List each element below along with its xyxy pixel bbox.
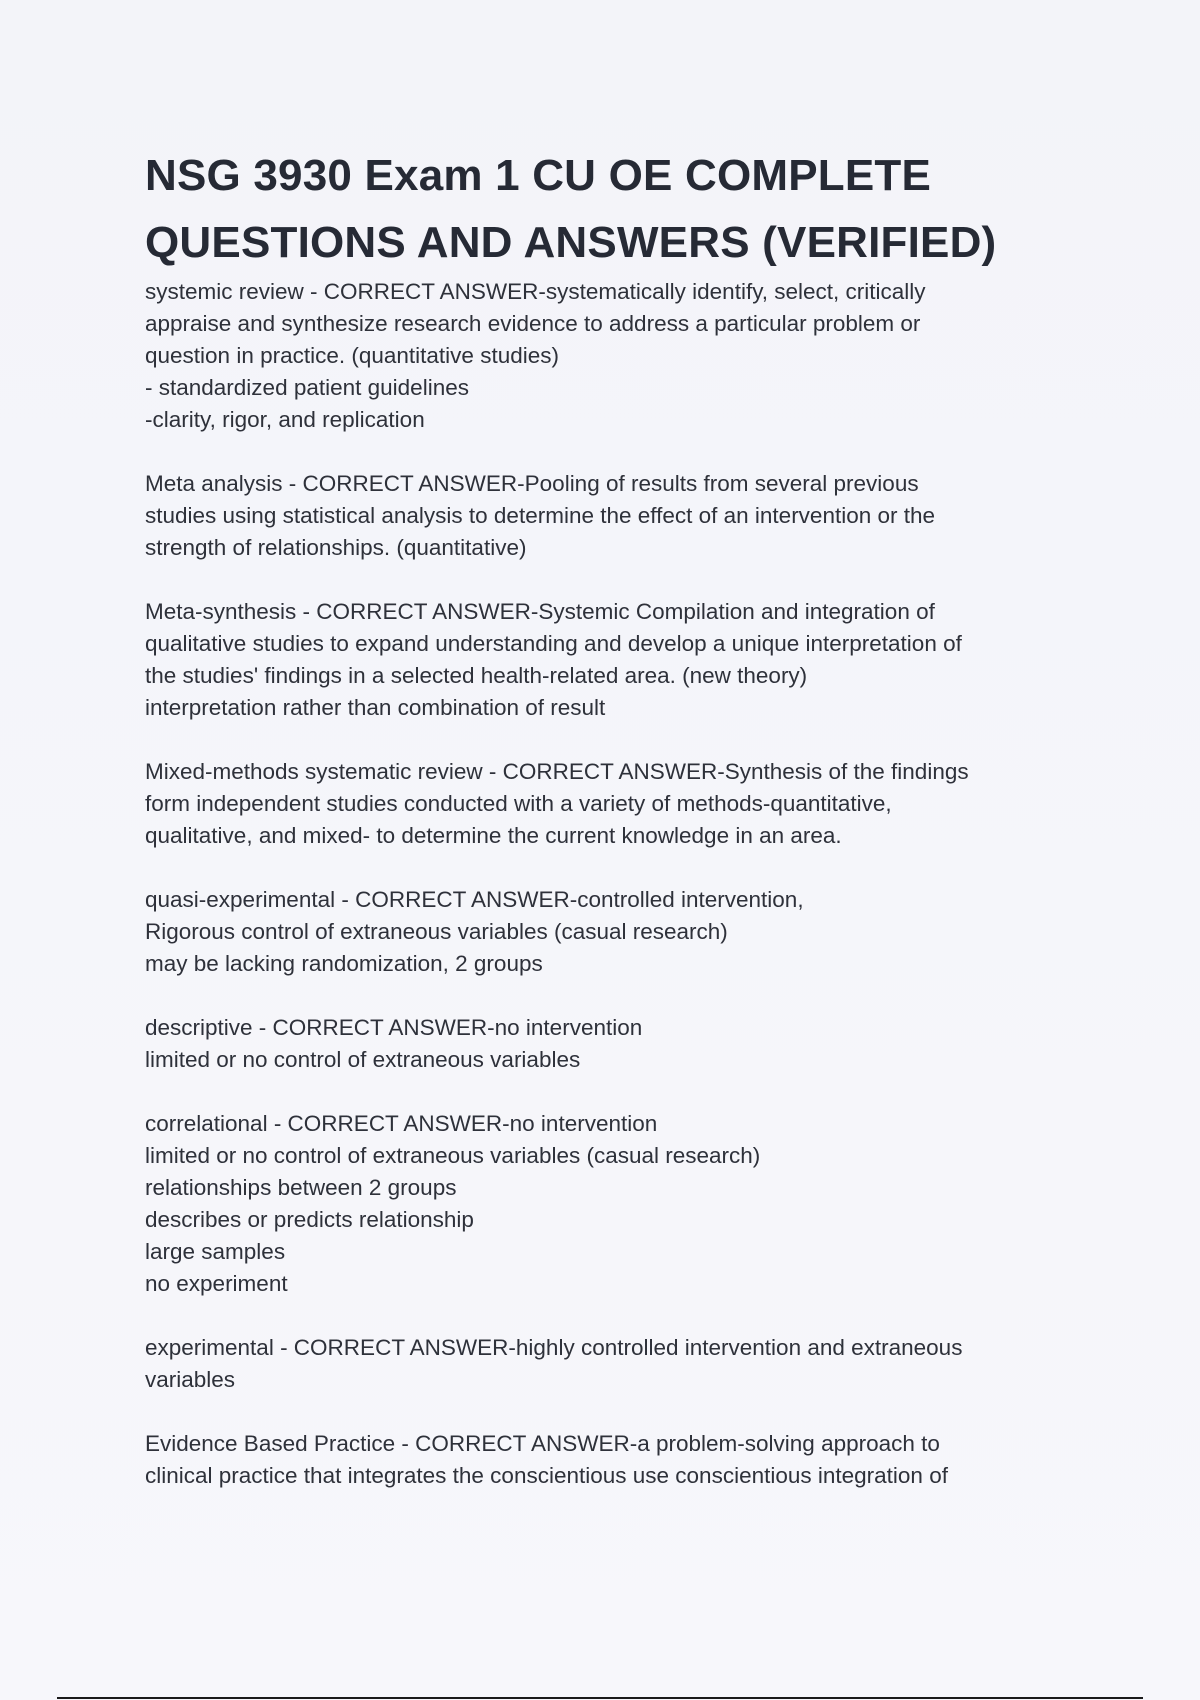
qa-entry-quasi-experimental xyxy=(145,884,1045,980)
qa-entry-line: Meta-synthesis - CORRECT ANSWER-Systemic Compilation and integration of xyxy=(145,599,935,624)
qa-entry-line: question in practice. (quantitative studies) xyxy=(145,343,559,368)
qa-entry-line: -clarity, rigor, and replication xyxy=(145,407,425,432)
qa-entry-line: studies using statistical analysis to determine the effect of an intervention or the xyxy=(145,503,936,528)
qa-entry-list xyxy=(145,276,1045,1492)
qa-entry-line: Meta analysis - CORRECT ANSWER-Pooling of results from several previous xyxy=(145,471,919,496)
qa-entry-line: large samples xyxy=(145,1239,286,1264)
qa-entry-line: Mixed-methods systematic review - CORRECT ANSWER-Synthesis of the findings xyxy=(145,759,969,784)
qa-entry-meta-synthesis xyxy=(145,596,1045,724)
qa-entry-line: describes or predicts relationship xyxy=(145,1207,474,1232)
qa-entry-meta-analysis xyxy=(145,468,1045,564)
qa-entry-line: quasi-experimental - CORRECT ANSWER-controlled intervention, xyxy=(145,887,804,912)
document-content xyxy=(145,142,1045,1524)
qa-entry-line: form independent studies conducted with a variety of methods-quantitative, xyxy=(145,791,892,816)
qa-entry-line: variables xyxy=(145,1367,236,1392)
qa-entry-correlational xyxy=(145,1108,1045,1300)
qa-entry-line: the studies' findings in a selected health-related area. (new theory) xyxy=(145,663,808,688)
document-title-line: NSG 3930 Exam 1 CU OE COMPLETE xyxy=(145,151,932,200)
qa-entry-line: Evidence Based Practice - CORRECT ANSWER-a problem-solving approach to xyxy=(145,1431,940,1456)
qa-entry-evidence-based-practice xyxy=(145,1428,1045,1492)
qa-entry-line: Rigorous control of extraneous variables (casual research) xyxy=(145,919,728,944)
page-bottom-divider xyxy=(57,1697,1143,1699)
qa-entry-line: qualitative studies to expand understanding and develop a unique interpretation of xyxy=(145,631,962,656)
document-title-line: QUESTIONS AND ANSWERS (VERIFIED) xyxy=(145,218,997,267)
qa-entry-line: descriptive - CORRECT ANSWER-no intervention xyxy=(145,1015,643,1040)
qa-entry-line: may be lacking randomization, 2 groups xyxy=(145,951,543,976)
document-title xyxy=(145,142,1045,276)
qa-entry-line: appraise and synthesize research evidence to address a particular problem or xyxy=(145,311,921,336)
qa-entry-line: systemic review - CORRECT ANSWER-systematically identify, select, critically xyxy=(145,279,926,304)
qa-entry-line: interpretation rather than combination of result xyxy=(145,695,606,720)
qa-entry-systemic-review xyxy=(145,276,1045,436)
qa-entry-line: experimental - CORRECT ANSWER-highly controlled intervention and extraneous xyxy=(145,1335,963,1360)
qa-entry-line: clinical practice that integrates the conscientious use conscientious integration of xyxy=(145,1463,948,1488)
qa-entry-mixed-methods xyxy=(145,756,1045,852)
qa-entry-line: - standardized patient guidelines xyxy=(145,375,469,400)
qa-entry-line: qualitative, and mixed- to determine the current knowledge in an area. xyxy=(145,823,842,848)
qa-entry-line: limited or no control of extraneous variables (casual research) xyxy=(145,1143,761,1168)
qa-entry-line: no experiment xyxy=(145,1271,288,1296)
qa-entry-line: correlational - CORRECT ANSWER-no intervention xyxy=(145,1111,658,1136)
qa-entry-line: strength of relationships. (quantitative) xyxy=(145,535,527,560)
qa-entry-descriptive xyxy=(145,1012,1045,1076)
qa-entry-line: relationships between 2 groups xyxy=(145,1175,457,1200)
qa-entry-experimental xyxy=(145,1332,1045,1396)
qa-entry-line: limited or no control of extraneous variables xyxy=(145,1047,581,1072)
